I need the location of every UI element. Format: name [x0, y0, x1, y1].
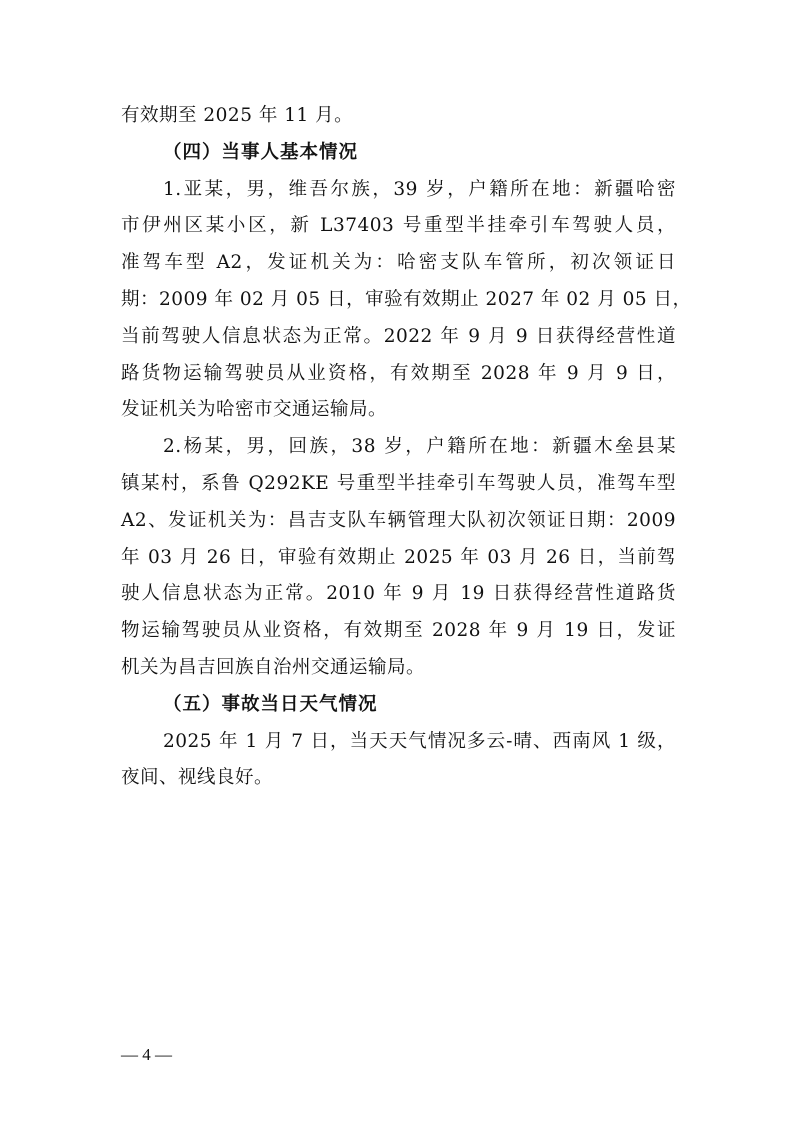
document-body — [121, 98, 692, 797]
paragraph-line: 市伊州区某小区，新 L37403 号重型半挂牵引车驾驶人员， — [121, 215, 676, 237]
paragraph-line: 路货物运输驾驶员从业资格，有效期至 2028 年 9 月 9 日， — [121, 362, 676, 384]
person-1-paragraph — [121, 172, 692, 430]
weather-paragraph — [121, 724, 676, 798]
paragraph-line: 机关为昌吉回族自治州交通运输局。 — [121, 656, 426, 678]
section-4-heading: （四）当事人基本情况 — [163, 141, 359, 163]
paragraph-line: 2.杨某，男，回族，38 岁，户籍所在地：新疆木垒县某 — [163, 436, 676, 458]
paragraph-line: 驶人信息状态为正常。2010 年 9 月 19 日获得经营性道路货 — [121, 583, 676, 605]
paragraph-line: 准驾车型 A2，发证机关为：哈密支队车管所，初次领证日 — [121, 252, 676, 274]
paragraph-line: 发证机关为哈密市交通运输局。 — [121, 399, 388, 421]
paragraph-line: A2、发证机关为：昌吉支队车辆管理大队初次领证日期：2009 — [121, 509, 676, 531]
paragraph-line: 期：2009 年 02 月 05 日，审验有效期止 2027 年 02 月 05 日， — [121, 288, 692, 310]
paragraph-line: 1.亚某，男，维吾尔族，39 岁，户籍所在地：新疆哈密 — [163, 178, 676, 200]
paragraph-line: 夜间、视线良好。 — [121, 767, 274, 789]
paragraph-line: 物运输驾驶员从业资格，有效期至 2028 年 9 月 19 日，发证 — [121, 620, 676, 642]
paragraph-line: 镇某村，系鲁 Q292KE 号重型半挂牵引车驾驶人员，准驾车型 — [121, 472, 676, 494]
person-2-paragraph — [121, 429, 676, 687]
intro-line: 有效期至 2025 年 11 月。 — [121, 105, 354, 126]
paragraph-line: 年 03 月 26 日，审验有效期止 2025 年 03 月 26 日，当前驾 — [121, 546, 676, 568]
section-5-heading: （五）事故当日天气情况 — [163, 693, 378, 715]
page-number: — 4 — — [121, 1045, 172, 1064]
paragraph-line: 2025 年 1 月 7 日，当天天气情况多云-晴、西南风 1 级， — [163, 730, 676, 752]
paragraph-line: 当前驾驶人信息状态为正常。2022 年 9 月 9 日获得经营性道 — [121, 325, 676, 347]
